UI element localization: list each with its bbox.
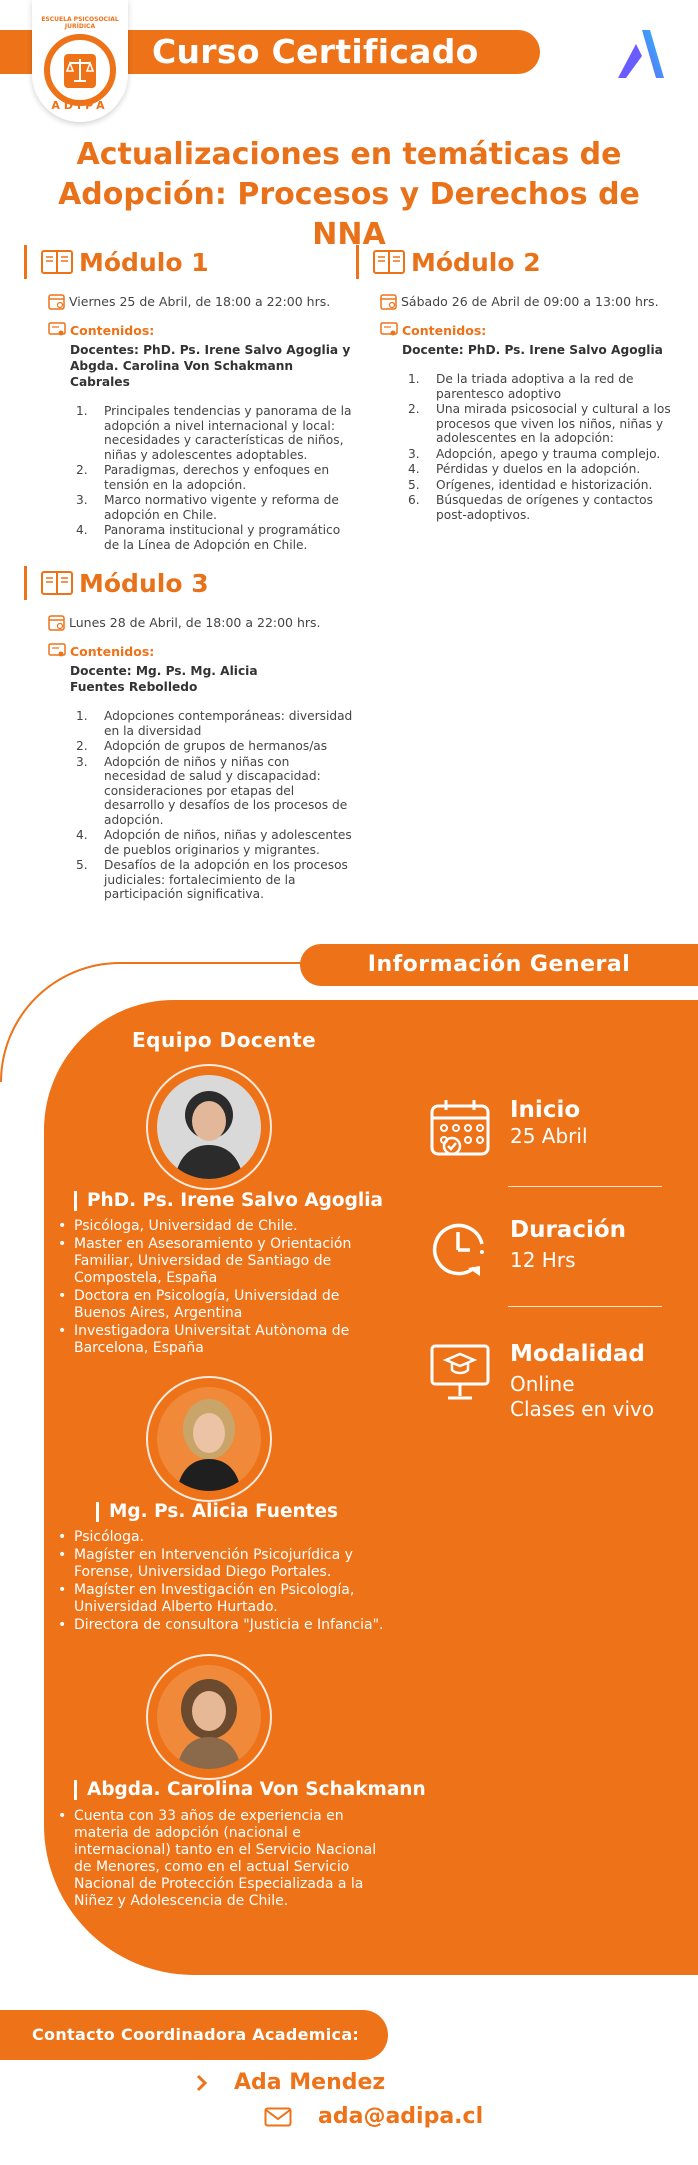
list-item: • Magíster en Intervención Psicojurídica y Forense, Universidad Diego Portales.	[56, 1547, 396, 1581]
main-title-line1: Actualizaciones en temáticas de	[76, 137, 622, 172]
module-2-date-text: Sábado 26 de Abril de 09:00 a 13:00 hrs.	[401, 294, 659, 309]
list-item: 4. Pérdidas y duelos en la adopción.	[408, 462, 641, 476]
main-title	[20, 135, 678, 255]
brand-mark-icon	[612, 26, 668, 82]
module-1-items	[76, 404, 354, 552]
contacto-name-row	[196, 2070, 385, 2095]
list-item: 5. Orígenes, identidad e historización.	[408, 477, 653, 492]
module-2-contenidos	[380, 322, 676, 338]
book-icon	[41, 569, 73, 597]
module-2-docentes: Docente: PhD. Ps. Irene Salvo Agoglia	[402, 343, 663, 357]
list-item: • Doctora en Psicología, Universidad de Buenos Aires, Argentina	[56, 1288, 366, 1322]
person-name: Mg. Ps. Alicia Fuentes	[96, 1502, 338, 1522]
scales-icon	[44, 34, 116, 106]
duracion-label: Duración	[510, 1217, 627, 1243]
list-item: 2. Adopción de grupos de hermanos/as	[76, 739, 328, 753]
list-item: 2. Paradigmas, derechos y enfoques en tensión en la adopción.	[76, 463, 330, 492]
calendar-icon	[380, 293, 397, 310]
module-2-items	[408, 372, 676, 522]
list-item: 1. Adopciones contemporáneas: diversidad en la diversidad	[76, 709, 353, 738]
list-item: 3. Marco normativo vigente y reforma de adopción en Chile.	[76, 493, 339, 522]
certificate-icon	[380, 322, 398, 338]
calendar-icon	[48, 293, 65, 310]
list-item: • Master en Asesoramiento y Orientación Familiar, Universidad de Santiago de Compostela, España	[56, 1236, 366, 1287]
list-item: • Magíster en Investigación en Psicología, Universidad Alberto Hurtado.	[56, 1582, 396, 1616]
book-icon	[41, 248, 73, 276]
person-bio	[56, 1808, 386, 1911]
module-2-title: Módulo 2	[411, 247, 541, 277]
list-item: 6. Búsquedas de orígenes y contactos post-adoptivos.	[408, 493, 653, 522]
list-item: 4. Panorama institucional y programático de la Línea de Adopción en Chile.	[76, 523, 341, 552]
avatar	[146, 1654, 272, 1780]
inicio-label: Inicio	[510, 1097, 581, 1123]
module-1-title: Módulo 1	[79, 247, 209, 277]
module-1-docentes: Docentes: PhD. Ps. Irene Salvo Agoglia y Abgda. Carolina Von Schakmann Cabrales	[70, 343, 351, 389]
divider	[508, 1306, 662, 1307]
logo-top-text: ESCUELA PSICOSOCIAL JURÍDICA	[41, 16, 119, 30]
module-1-contenidos	[48, 322, 354, 338]
module-1-date-text: Viernes 25 de Abril, de 18:00 a 22:00 hrs.	[69, 294, 331, 309]
module-3-date-text: Lunes 28 de Abril, de 18:00 a 22:00 hrs.	[69, 615, 321, 630]
module-1-date	[48, 293, 354, 310]
list-item: • Investigadora Universitat Autònoma de Barcelona, España	[56, 1323, 366, 1357]
adipa-logo	[32, 0, 128, 122]
list-item: 2. Una mirada psicosocial y cultural a los procesos que viven los niños, niñas y adolescentes en la adopción:	[408, 402, 671, 445]
module-2-header	[356, 245, 676, 279]
calendar-icon	[48, 614, 65, 631]
avatar	[146, 1064, 272, 1190]
contacto-email[interactable]: ada@adipa.cl	[318, 2104, 484, 2129]
list-item: • Directora de consultora "Justicia e Infancia".	[56, 1617, 396, 1634]
avatar-photo-2	[157, 1387, 261, 1491]
chevron-right-icon	[196, 2074, 208, 2092]
clock-icon	[428, 1216, 492, 1280]
header-title: Curso Certificado	[152, 32, 479, 71]
module-3-title: Módulo 3	[79, 568, 209, 598]
person-name: PhD. Ps. Irene Salvo Agoglia	[74, 1191, 383, 1211]
logo-name: ADIPA	[51, 99, 109, 112]
contacto-name: Ada Mendez	[234, 2070, 386, 2095]
contacto-title: Contacto Coordinadora Academica:	[0, 2010, 388, 2060]
module-1-contenidos-label: Contenidos:	[70, 322, 155, 338]
person-bio	[56, 1218, 366, 1358]
module-2	[356, 245, 676, 523]
list-item: 4. Adopción de niños, niñas y adolescentes de pueblos originarios y migrantes.	[76, 828, 352, 857]
inicio-value: 25 Abril	[510, 1124, 588, 1148]
module-3-date	[48, 614, 354, 631]
avatar-photo-3	[157, 1665, 261, 1769]
book-icon	[373, 248, 405, 276]
modalidad-value-2: Clases en vivo	[510, 1397, 655, 1421]
module-3-contenidos-label: Contenidos:	[70, 643, 155, 659]
list-item: 5. Desafíos de la adopción en los procesos judiciales: fortalecimiento de la participación significativa.	[76, 858, 348, 901]
modalidad-block	[428, 1340, 654, 1422]
list-item: 1. Principales tendencias y panorama de la adopción a nivel internacional y local: necesidades y características de niños, niñas y adolescentes adoptables.	[76, 404, 352, 462]
avatar-photo-1	[157, 1075, 261, 1179]
contacto-email-row	[264, 2104, 483, 2129]
module-2-date	[380, 293, 676, 310]
module-1-header	[24, 245, 354, 279]
list-item: • Psicóloga, Universidad de Chile.	[56, 1218, 366, 1235]
duracion-value: 12 Hrs	[510, 1248, 576, 1272]
module-1	[24, 245, 354, 553]
module-3-contenidos	[48, 643, 354, 659]
list-item: • Psicóloga.	[56, 1529, 396, 1546]
list-item: • Cuenta con 33 años de experiencia en materia de adopción (nacional e internacional) tanto en el Servicio Nacional de Menores, como en el actual Servicio Nacional de Protección Especializada a la Niñez y Adolescencia de Chile.	[56, 1808, 386, 1910]
online-class-icon	[428, 1340, 492, 1404]
module-3-docentes: Docente: Mg. Ps. Mg. Alicia Fuentes Rebolledo	[70, 664, 258, 694]
certificate-icon	[48, 322, 66, 338]
certificate-icon	[48, 643, 66, 659]
calendar-icon	[428, 1096, 492, 1160]
module-3-items	[76, 709, 354, 902]
list-item: 3. Adopción de niños y niñas con necesidad de salud y discapacidad: consideraciones por etapas del desarrollo y desafíos de los procesos de adopción.	[76, 754, 348, 827]
person-name: Abgda. Carolina Von Schakmann	[74, 1780, 426, 1800]
person-bio	[56, 1529, 396, 1635]
inicio-block	[428, 1096, 588, 1160]
module-3-header	[24, 566, 354, 600]
equipo-docente-title: Equipo Docente	[132, 1028, 317, 1052]
duracion-block	[428, 1216, 626, 1280]
modalidad-value-1: Online	[510, 1372, 575, 1396]
modalidad-label: Modalidad	[510, 1341, 645, 1367]
list-item: 3. Adopción, apego y trauma complejo.	[408, 446, 661, 461]
main-title-line2: Adopción: Procesos y Derechos de NNA	[58, 177, 640, 252]
avatar	[146, 1376, 272, 1502]
mail-icon	[264, 2107, 292, 2127]
list-item: 1. De la triada adoptiva a la red de parentesco adoptivo	[408, 372, 634, 401]
divider	[508, 1186, 662, 1187]
info-general-title: Información General	[300, 944, 698, 986]
module-3	[24, 566, 354, 903]
module-2-contenidos-label: Contenidos:	[402, 322, 487, 338]
